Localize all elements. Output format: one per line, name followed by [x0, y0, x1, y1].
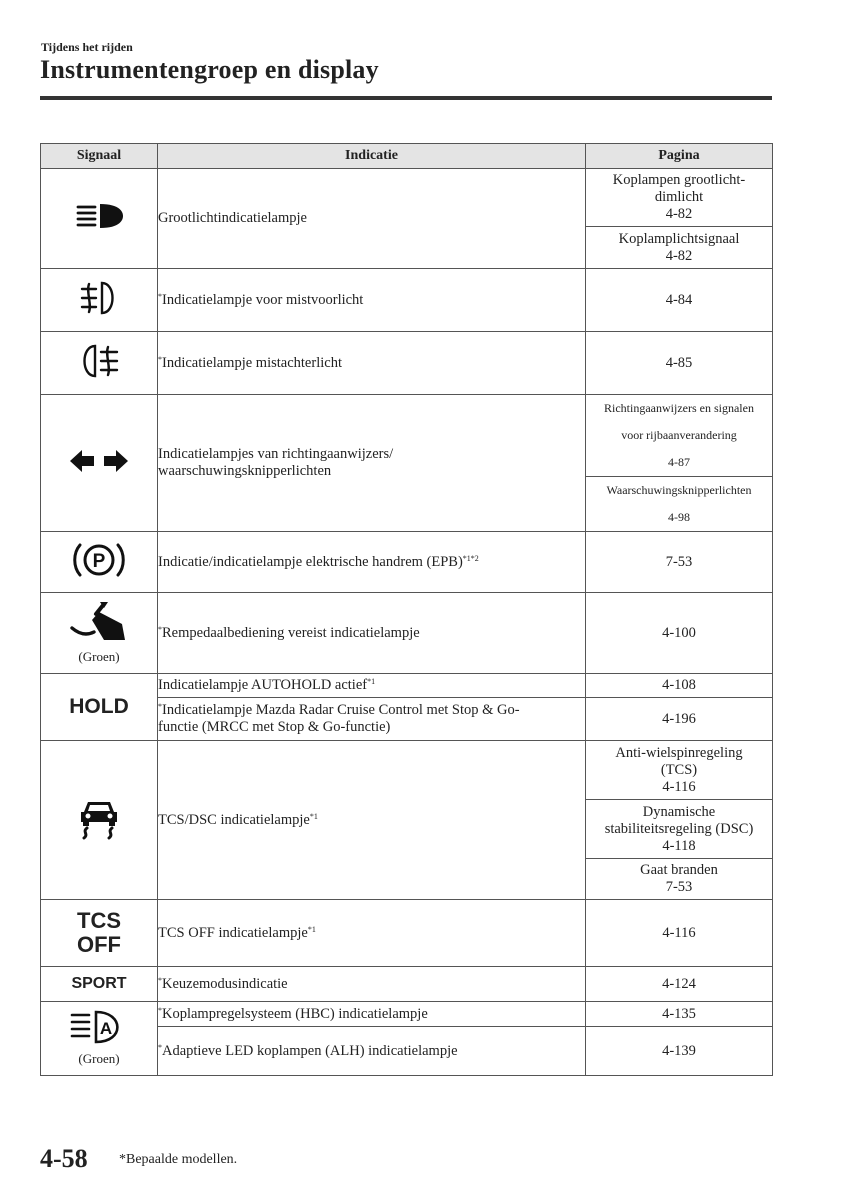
indication-cell: *Indicatielampje Mazda Radar Cruise Control met Stop & Go- functie (MRCC met Stop & Go-functie): [158, 698, 586, 741]
high-beam-icon: [74, 202, 124, 230]
table-row: [41, 967, 773, 1002]
page-reference: Richtingaanwijzers en signalen voor rijbaanverandering 4-87: [586, 395, 773, 477]
section-header: Tijdens het rijden: [41, 40, 133, 54]
page-reference: 4-85: [586, 332, 773, 395]
signal-cell: [41, 674, 158, 741]
signal-cell: [41, 593, 158, 674]
title-divider: [40, 96, 772, 100]
svg-text:P: P: [92, 550, 106, 572]
indication-cell: *Koplampregelsysteem (HBC) indicatielampje: [158, 1002, 586, 1027]
signal-cell: [41, 532, 158, 593]
indication-cell: *Keuzemodusindicatie: [158, 967, 586, 1002]
auto-high-beam-icon: [70, 1010, 128, 1044]
signal-cell: [41, 900, 158, 967]
svg-text:A: A: [99, 1019, 113, 1038]
signal-cell: [41, 967, 158, 1002]
page-reference: Koplamplichtsignaal 4-82: [586, 227, 773, 269]
signal-cell: [41, 1002, 158, 1076]
table-row: [41, 900, 773, 967]
turn-signal-arrows-icon: [69, 448, 129, 474]
indication-cell: Indicatie/indicatielampje elektrische handrem (EPB)$^{*1*2}$: [158, 532, 586, 593]
page-reference: Gaat branden 7-53: [586, 859, 773, 900]
page-reference: 4-135: [586, 1002, 773, 1027]
page-reference: 4-108: [586, 674, 773, 698]
page-reference: Dynamische stabiliteitsregeling (DSC) 4-118: [586, 800, 773, 859]
signal-cell: [41, 741, 158, 900]
page-reference: Waarschuwingsknipperlichten 4-98: [586, 477, 773, 532]
indication-cell: *Indicatielampje voor mistvoorlicht: [158, 269, 586, 332]
indication-cell: *Rempedaalbediening vereist indicatielampje: [158, 593, 586, 674]
signal-cell: [41, 395, 158, 532]
hold-indicator-icon: HOLD: [69, 695, 129, 718]
page-reference: 4-196: [586, 698, 773, 741]
page-reference: 4-139: [586, 1027, 773, 1076]
signal-cell: [41, 169, 158, 269]
indication-cell: TCS/DSC indicatielampje$^{*1}$: [158, 741, 586, 900]
page-reference: 4-84: [586, 269, 773, 332]
sport-mode-icon: SPORT: [71, 975, 127, 992]
table-row: [41, 395, 773, 477]
table-row: [41, 593, 773, 674]
page-reference: Koplampen grootlicht- dimlicht 4-82: [586, 169, 773, 227]
column-header-indication: Indicatie: [158, 144, 586, 169]
table-row: [41, 332, 773, 395]
page-reference: Anti-wielspinregeling (TCS) 4-116: [586, 741, 773, 800]
electric-parking-brake-icon: [70, 538, 128, 582]
indication-cell: TCS OFF indicatielampje$^{*1}$: [158, 900, 586, 967]
page-reference: 4-124: [586, 967, 773, 1002]
signal-cell: [41, 269, 158, 332]
tcs-off-icon: TCS OFF: [77, 908, 121, 957]
indication-cell: Indicatielampje AUTOHOLD actief$^{*1}$: [158, 674, 586, 698]
page-title: Instrumentengroep en display: [40, 55, 379, 84]
table-header-row: [41, 144, 773, 169]
indication-cell: Indicatielampjes van richtingaanwijzers/ waarschuwingsknipperlichten: [158, 395, 586, 532]
table-row: [41, 269, 773, 332]
warning-indicator-table: [40, 143, 773, 1076]
page-reference: 7-53: [586, 532, 773, 593]
table-row: [41, 741, 773, 800]
color-caption: (Groen): [78, 648, 120, 664]
front-fog-light-icon: [79, 278, 119, 318]
table-row: [41, 674, 773, 698]
footnote: *Bepaalde modellen.: [119, 1152, 238, 1167]
page-reference: 4-100: [586, 593, 773, 674]
indication-cell: *Indicatielampje mistachterlicht: [158, 332, 586, 395]
table-row: [41, 169, 773, 227]
color-caption: (Groen): [78, 1051, 120, 1066]
table-row: [41, 1002, 773, 1027]
indication-cell: Grootlichtindicatielampje: [158, 169, 586, 269]
column-header-signal: Signaal: [41, 144, 158, 169]
page-number: 4-58: [40, 1144, 88, 1173]
page-reference: 4-116: [586, 900, 773, 967]
table-row: [41, 532, 773, 593]
tcs-dsc-car-icon: [79, 796, 119, 840]
indication-cell: *Adaptieve LED koplampen (ALH) indicatielampje: [158, 1027, 586, 1076]
rear-fog-light-icon: [78, 341, 120, 381]
brake-pedal-icon: [68, 602, 130, 642]
column-header-page: Pagina: [586, 144, 773, 169]
signal-cell: [41, 332, 158, 395]
